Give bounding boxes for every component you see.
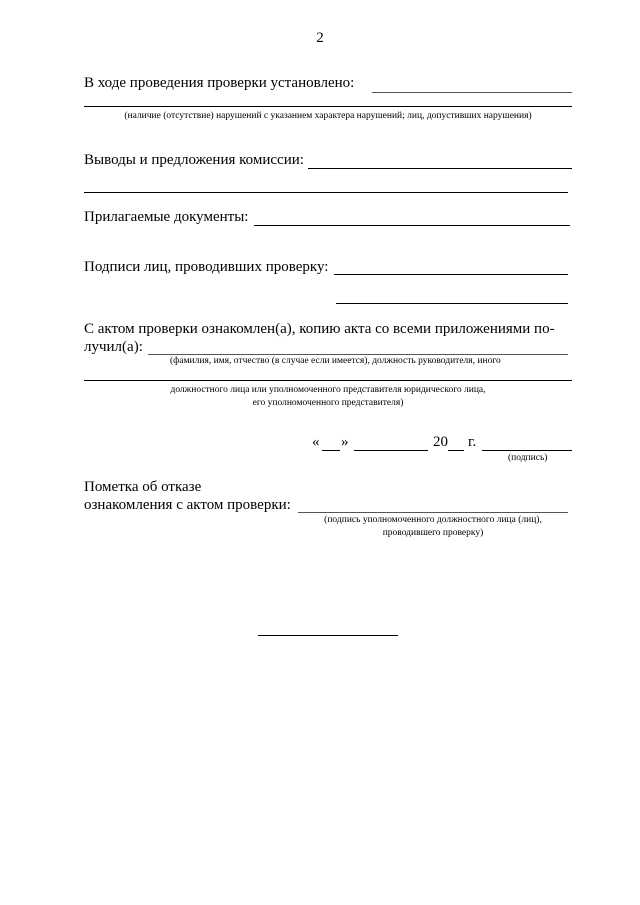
findings-hint: (наличие (отсутствие) нарушений с указанием характера нарушений; лиц, допустивших нарушения) — [124, 111, 532, 121]
date-day-field[interactable] — [322, 450, 340, 451]
date-year-suffix: г. — [468, 434, 477, 450]
acquaintance-label: лучил(а): — [84, 339, 143, 355]
attachments-label: Прилагаемые документы: — [84, 209, 249, 225]
acquaintance-hint-2: должностного лица или уполномоченного представителя юридического лица, — [170, 385, 486, 395]
date-signature-hint: (подпись) — [508, 453, 548, 463]
signature-field-2[interactable] — [336, 303, 568, 304]
page-number: 2 — [316, 30, 324, 46]
signature-field-1[interactable] — [334, 274, 568, 275]
date-open-quote: « — [312, 434, 320, 450]
refusal-field[interactable] — [298, 512, 568, 513]
findings-field[interactable] — [372, 92, 572, 93]
acquaintance-field[interactable] — [148, 354, 568, 355]
findings-line-2[interactable] — [84, 106, 572, 107]
signatures-label: Подписи лиц, проводивших проверку: — [84, 259, 329, 275]
date-year-field[interactable] — [448, 450, 464, 451]
conclusions-field[interactable] — [308, 168, 572, 169]
conclusions-line-2[interactable] — [84, 192, 568, 193]
closing-rule — [258, 635, 398, 636]
conclusions-label: Выводы и предложения комиссии: — [84, 152, 304, 168]
findings-label: В ходе проведения проверки установлено: — [84, 75, 355, 91]
acquaintance-line-2[interactable] — [84, 380, 572, 381]
acquaintance-line-1: С актом проверки ознакомлен(а), копию акта со всеми приложениями по- — [84, 321, 555, 337]
refusal-hint-2: проводившего проверку) — [382, 528, 484, 538]
refusal-line-1: Пометка об отказе — [84, 479, 202, 495]
acquaintance-hint-1: (фамилия, имя, отчество (в случае если имеется), должность руководителя, иного — [170, 356, 501, 366]
refusal-line-2: ознакомления с актом проверки: — [84, 497, 291, 513]
date-month-field[interactable] — [354, 450, 428, 451]
date-signature-field[interactable] — [482, 450, 572, 451]
date-year-prefix: 20 — [433, 434, 448, 450]
acquaintance-hint-3: его уполномоченного представителя) — [252, 398, 404, 408]
refusal-hint-1: (подпись уполномоченного должностного лица (лиц), — [324, 515, 542, 525]
date-close-quote: » — [341, 434, 349, 450]
attachments-field[interactable] — [254, 225, 570, 226]
